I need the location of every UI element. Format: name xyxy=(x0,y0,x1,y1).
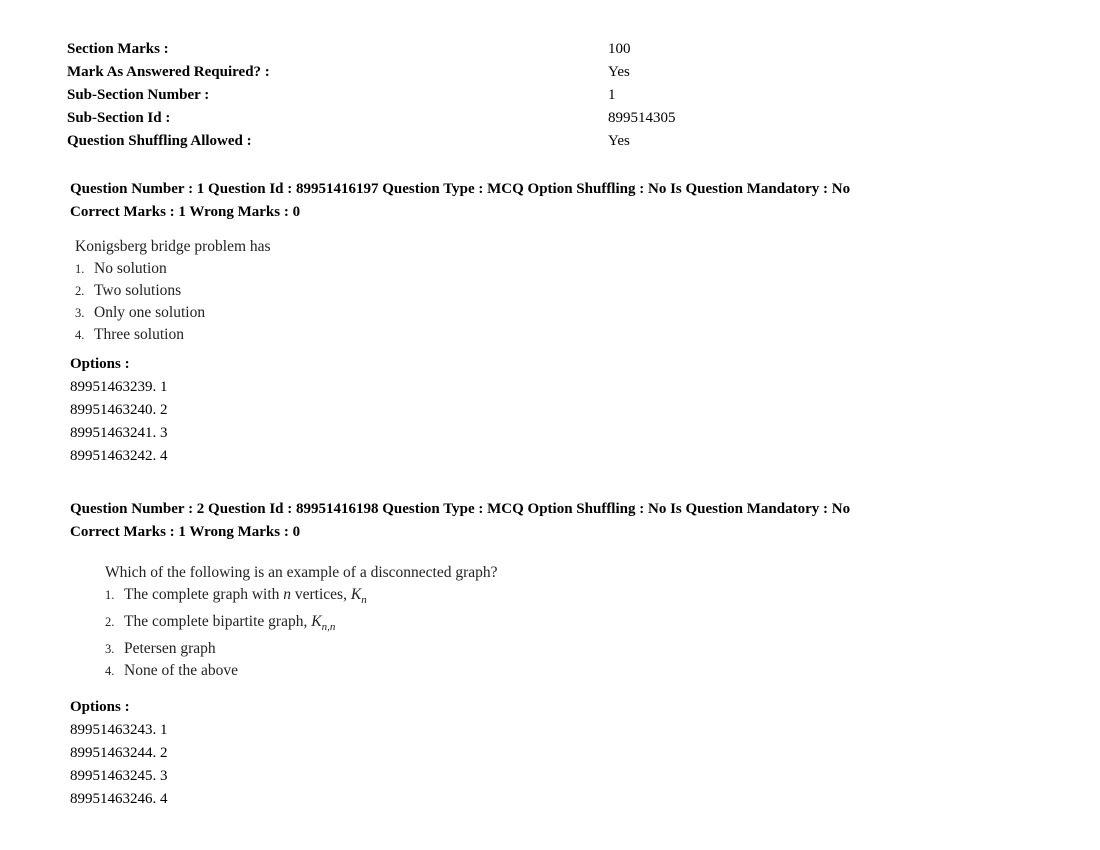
question-2 xyxy=(70,498,1020,811)
section-metadata xyxy=(67,40,707,155)
option-id-3: 89951463241. 3 xyxy=(70,425,168,441)
choice-number: 2. xyxy=(75,284,85,298)
meta-value: Yes xyxy=(608,64,630,80)
choice-text: The complete bipartite graph, xyxy=(124,613,312,631)
question-stem-image xyxy=(105,562,1020,682)
choice-2 xyxy=(75,280,1020,302)
meta-value: Yes xyxy=(608,133,630,149)
option-id-2: 89951463240. 2 xyxy=(70,402,168,418)
choice-text: Only one solution xyxy=(94,304,206,321)
choice-2 xyxy=(105,611,1020,638)
choice-number: 2. xyxy=(105,615,115,630)
choice-text: No solution xyxy=(94,260,167,277)
choice-number: 4. xyxy=(105,664,115,679)
choice-4 xyxy=(105,660,1020,682)
choice-text: Three solution xyxy=(94,326,184,343)
choice-text-continued: vertices, xyxy=(291,586,351,603)
question-text: Which of the following is an example of a disconnected graph? xyxy=(105,564,498,581)
choice-text: Two solutions xyxy=(94,282,182,299)
meta-row-section-marks xyxy=(67,40,707,63)
meta-label: Sub-Section Number : xyxy=(67,87,210,103)
meta-row-sub-section-id xyxy=(67,109,707,132)
choice-text: The complete graph with xyxy=(124,586,284,603)
question-text: Konigsberg bridge problem has xyxy=(75,238,271,255)
question-marks: Correct Marks : 1 Wrong Marks : 0 xyxy=(70,204,301,220)
question-marks: Correct Marks : 1 Wrong Marks : 0 xyxy=(70,524,301,540)
math-subscript: n xyxy=(361,594,367,607)
question-header: Question Number : 2 Question Id : 89951416198 Question Type : MCQ Option Shuffling : No Is Question Mandatory : No xyxy=(70,501,851,517)
choice-text: Petersen graph xyxy=(124,640,216,658)
choice-3 xyxy=(105,638,1020,660)
math-variable: n xyxy=(283,586,292,603)
meta-row-mark-as-answered xyxy=(67,63,707,86)
question-1 xyxy=(70,178,1020,468)
choice-number: 3. xyxy=(105,642,115,657)
math-subscript: n,n xyxy=(321,621,336,634)
option-id-1: 89951463239. 1 xyxy=(70,379,168,395)
meta-row-sub-section-number xyxy=(67,86,707,109)
choice-number: 4. xyxy=(75,328,85,342)
question-stem-image xyxy=(75,236,1020,346)
options-label: Options : xyxy=(70,356,130,372)
choice-1 xyxy=(75,258,1020,280)
meta-value: 100 xyxy=(608,41,631,57)
meta-label: Sub-Section Id : xyxy=(67,110,171,126)
options-label: Options : xyxy=(70,699,130,716)
meta-label: Section Marks : xyxy=(67,41,169,57)
choice-text: None of the above xyxy=(124,662,239,680)
choice-4 xyxy=(75,324,1020,346)
math-symbol: K xyxy=(311,613,322,631)
question-header: Question Number : 1 Question Id : 89951416197 Question Type : MCQ Option Shuffling : No Is Question Mandatory : No xyxy=(70,181,851,197)
choice-number: 3. xyxy=(75,306,85,320)
option-id-1: 89951463243. 1 xyxy=(70,722,168,739)
choice-number: 1. xyxy=(75,262,85,276)
meta-value: 1 xyxy=(608,87,616,103)
choice-3 xyxy=(75,302,1020,324)
option-id-4: 89951463242. 4 xyxy=(70,448,168,464)
option-id-2: 89951463244. 2 xyxy=(70,745,168,762)
meta-row-question-shuffling xyxy=(67,132,707,155)
choice-1 xyxy=(105,584,1020,611)
option-id-4: 89951463246. 4 xyxy=(70,791,168,808)
meta-label: Question Shuffling Allowed : xyxy=(67,133,252,149)
math-symbol: K xyxy=(350,586,362,603)
meta-label: Mark As Answered Required? : xyxy=(67,64,270,80)
meta-value: 899514305 xyxy=(608,110,676,126)
choice-number: 1. xyxy=(105,588,115,602)
option-id-3: 89951463245. 3 xyxy=(70,768,168,785)
